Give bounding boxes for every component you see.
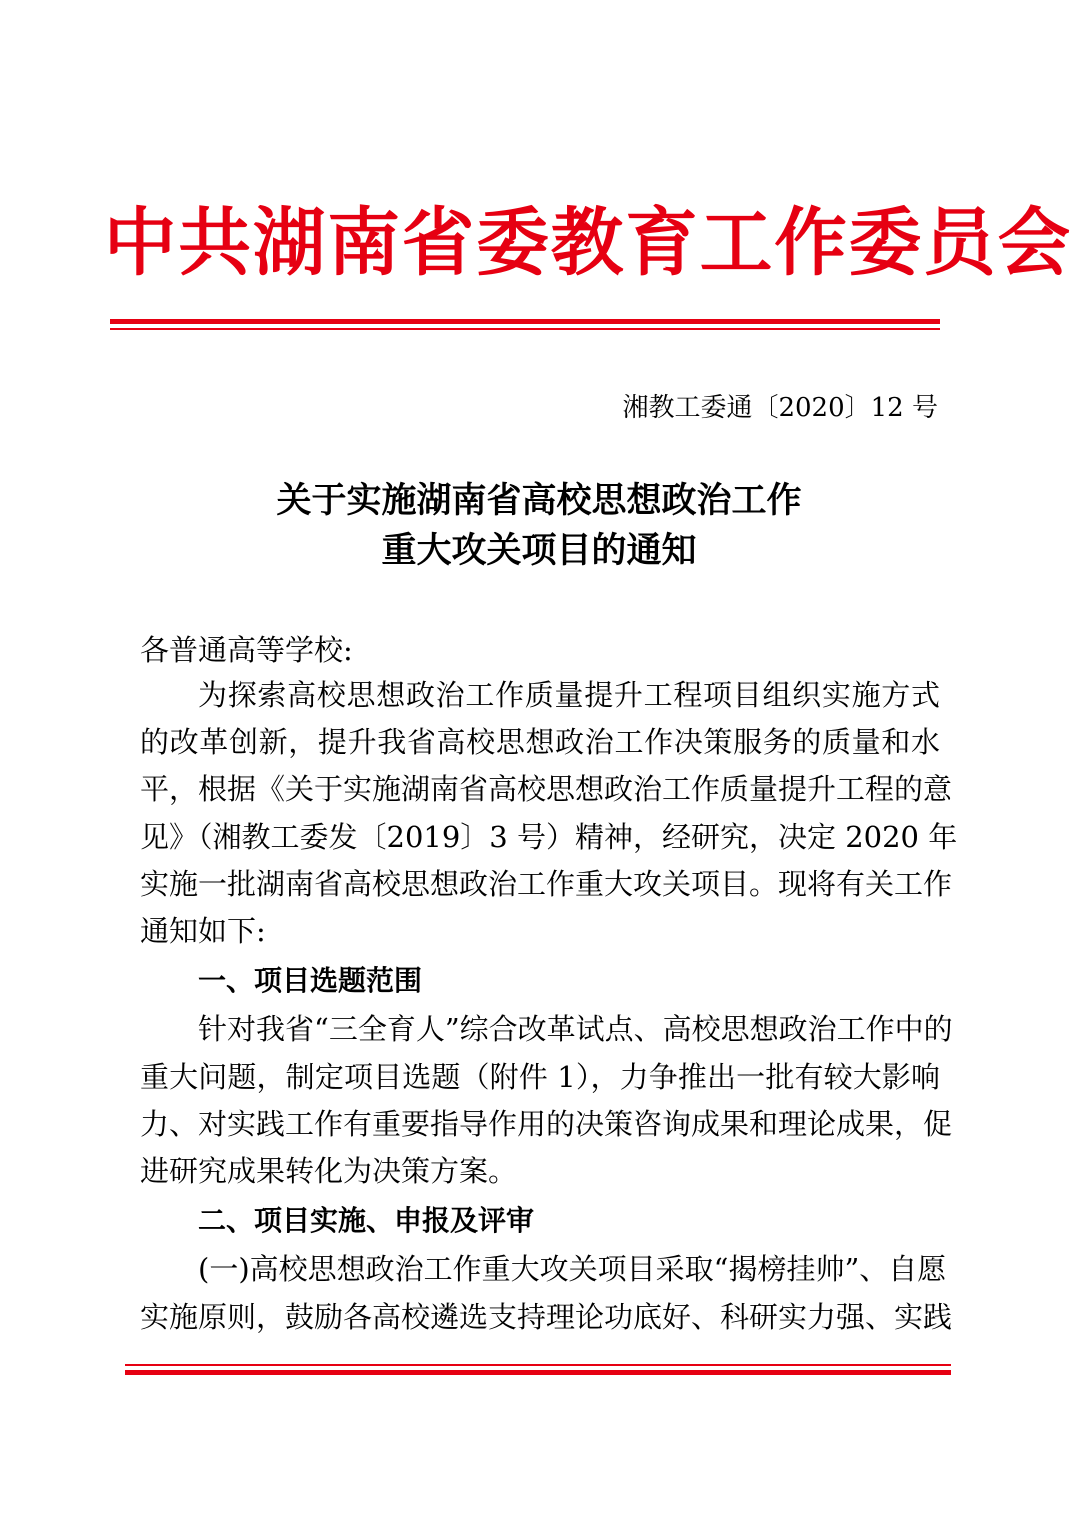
paragraph-line: 平，根据《关于实施湖南省高校思想政治工作质量提升工程的意 bbox=[140, 772, 953, 806]
header-rule-thin bbox=[110, 328, 940, 330]
section-heading-1: 一、项目选题范围 bbox=[198, 964, 423, 997]
document-title-line-2: 重大攻关项目的通知 bbox=[381, 531, 697, 571]
document-number: 湘教工委通〔2020〕12 号 bbox=[622, 393, 938, 423]
salutation: 各普通高等学校: bbox=[140, 633, 353, 667]
section-heading-2: 二、项目实施、申报及评审 bbox=[198, 1204, 535, 1237]
issuing-organization-title: 中共湖南省委教育工作委员会 bbox=[103, 200, 1073, 286]
document-title-line-1: 关于实施湖南省高校思想政治工作 bbox=[276, 481, 802, 521]
paragraph-line: 通知如下: bbox=[140, 914, 266, 948]
paragraph-line: 为探索高校思想政治工作质量提升工程项目组织实施方式 bbox=[198, 678, 940, 712]
paragraph-line: 实施原则，鼓励各高校遴选支持理论功底好、科研实力强、实践 bbox=[140, 1300, 953, 1334]
paragraph-line: 针对我省“三全育人”综合改革试点、高校思想政治工作中的 bbox=[198, 1012, 953, 1046]
paragraph-line: 实施一批湖南省高校思想政治工作重大攻关项目。现将有关工作 bbox=[140, 867, 953, 901]
paragraph-line: 重大问题，制定项目选题（附件 1），力争推出一批有较大影响 bbox=[140, 1060, 940, 1094]
footer-rule-thin bbox=[125, 1364, 951, 1366]
paragraph-line: 见》（湘教工委发〔2019〕3 号）精神，经研究，决定 2020 年 bbox=[140, 820, 958, 854]
paragraph-line: 的改革创新，提升我省高校思想政治工作决策服务的质量和水 bbox=[140, 725, 940, 759]
header-rule-thick bbox=[110, 319, 940, 324]
paragraph-line: 进研究成果转化为决策方案。 bbox=[140, 1154, 518, 1188]
footer-rule-thick bbox=[125, 1370, 951, 1375]
paragraph-line: (一)高校思想政治工作重大攻关项目采取“揭榜挂帅”、自愿 bbox=[198, 1252, 947, 1286]
paragraph-line: 力、对实践工作有重要指导作用的决策咨询成果和理论成果，促 bbox=[140, 1107, 953, 1141]
